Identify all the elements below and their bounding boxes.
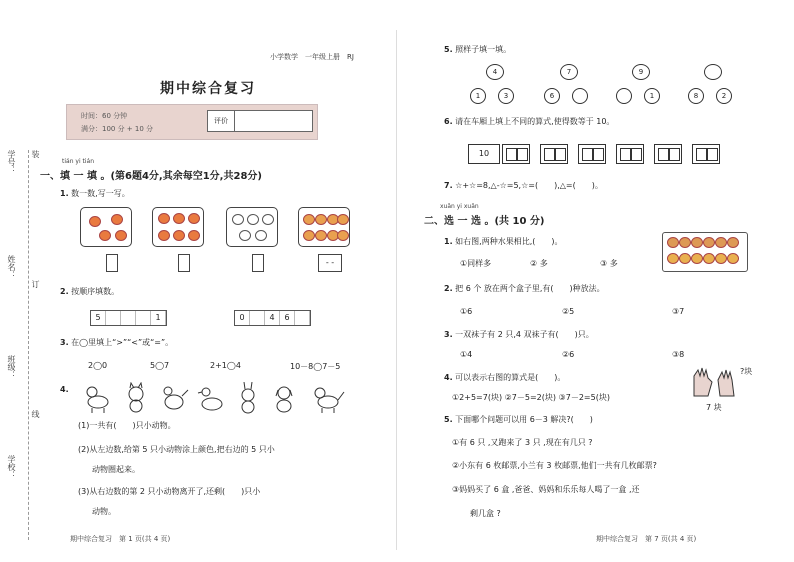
count-answer-box[interactable] xyxy=(178,254,190,272)
bike-wheel: 2 xyxy=(716,88,732,104)
strawberry-icon xyxy=(703,237,715,248)
apple-icon xyxy=(239,230,251,241)
rider-head[interactable] xyxy=(704,64,722,80)
q6-text: 6. 请在车厢上填上不同的算式,使得数等于 10。 xyxy=(444,117,615,126)
s2-q3-option[interactable]: ③8 xyxy=(672,350,685,359)
count-answer-box[interactable]: - - xyxy=(318,254,342,272)
q4-item-2-cont: 动物圈起来。 xyxy=(92,465,140,474)
binding-mark: 线 xyxy=(31,410,40,418)
pineapple-icon xyxy=(715,253,727,264)
orange-icon xyxy=(188,213,200,224)
count-answer-box[interactable] xyxy=(106,254,118,272)
section2-pinyin: xuǎn yi xuǎn xyxy=(440,203,479,210)
s2-q2-option[interactable]: ③7 xyxy=(672,307,685,316)
orange-icon xyxy=(188,230,200,241)
q4-item-3-cont: 动物。 xyxy=(92,507,116,516)
apple-icon xyxy=(262,214,274,225)
bike-wheel: 6 xyxy=(544,88,560,104)
strawberry-icon xyxy=(727,237,739,248)
binding-line xyxy=(28,150,29,540)
train-car[interactable] xyxy=(692,144,720,164)
peach-icon xyxy=(303,214,315,225)
bike-wheel[interactable] xyxy=(572,88,588,104)
q1-text: 1. 数一数,写一写。 xyxy=(60,189,130,198)
orange-icon xyxy=(89,216,101,227)
exam-full-score: 满分：100 分 + 10 分 xyxy=(81,125,154,133)
s2-q1-option[interactable]: ② 多 xyxy=(530,259,548,268)
number-sequence-1[interactable]: 5 1 xyxy=(90,310,167,326)
fruit-tile xyxy=(152,207,204,247)
bike-wheel: 1 xyxy=(470,88,486,104)
orange-icon xyxy=(111,214,123,225)
strawberry-icon xyxy=(715,237,727,248)
strawberry-icon xyxy=(667,237,679,248)
count-answer-box[interactable] xyxy=(252,254,264,272)
train-car[interactable] xyxy=(616,144,644,164)
s2-q2-option[interactable]: ①6 xyxy=(460,307,473,316)
s2-q4-fig-question: ?块 xyxy=(740,367,753,376)
bike-wheel[interactable] xyxy=(616,88,632,104)
pineapple-icon xyxy=(703,253,715,264)
train-car[interactable] xyxy=(540,144,568,164)
rabbit-icon xyxy=(242,382,254,413)
book-category: 小学数学 一年级上册 RJ xyxy=(270,53,354,61)
s2-q5-text: 5. 下面哪个问题可以用 6－3 解决?( ) xyxy=(444,415,593,424)
pineapple-icon xyxy=(679,253,691,264)
orange-icon xyxy=(173,230,185,241)
dog-icon xyxy=(276,387,292,412)
s2-q4-text: 4. 可以表示右图的算式是( )。 xyxy=(444,373,566,382)
number-sequence-2[interactable]: 0 4 6 xyxy=(234,310,311,326)
orange-icon xyxy=(99,230,111,241)
s2-q3-option[interactable]: ②6 xyxy=(562,350,575,359)
apple-icon xyxy=(232,214,244,225)
cat-icon xyxy=(315,388,344,413)
s2-q4-options[interactable]: ①2+5=7(块) ②7－5=2(块) ③7－2=5(块) xyxy=(452,393,610,402)
name-field: 姓名： xyxy=(7,255,16,279)
train-engine: 10 xyxy=(468,144,500,164)
compare-item[interactable]: 10－8◯7－5 xyxy=(290,362,341,371)
train-car[interactable] xyxy=(502,144,530,164)
section2-heading: 二、选 一 选 。(共 10 分) xyxy=(424,216,545,227)
s2-q3-option[interactable]: ①4 xyxy=(460,350,473,359)
s2-q1-option[interactable]: ①同样多 xyxy=(460,259,492,268)
binding-mark: 装 xyxy=(31,150,40,158)
peach-icon xyxy=(303,230,315,241)
exam-time: 时间：60 分钟 xyxy=(81,112,128,120)
dog-icon xyxy=(87,387,108,413)
s2-q3-text: 3. 一双袜子有 2 只,4 双袜子有( )只。 xyxy=(444,330,594,339)
s2-q4-fig-total: 7 块 xyxy=(706,403,722,412)
train-car[interactable] xyxy=(578,144,606,164)
q4-item-1: (1)一共有( )只小动物。 xyxy=(78,421,176,430)
page-divider xyxy=(396,30,397,550)
peach-icon xyxy=(337,230,349,241)
peach-icon xyxy=(337,214,349,225)
orange-icon xyxy=(158,213,170,224)
page-title: 期中综合复习 xyxy=(160,81,256,97)
student-id-field: 学号： xyxy=(7,150,16,174)
section1-heading: 一、填 一 填 。(第6题4分,其余每空1分,共28分) xyxy=(40,171,262,182)
footer-right: 期中综合复习 第 7 页(共 4 页) xyxy=(596,535,697,543)
q2-text: 2. 按顺序填数。 xyxy=(60,287,120,296)
exam-info-box xyxy=(66,104,318,140)
strawberry-icon xyxy=(679,237,691,248)
orange-icon xyxy=(173,213,185,224)
rider-head: 4 xyxy=(486,64,504,80)
hands-icon xyxy=(690,362,746,400)
s2-q5-option[interactable]: ①有 6 只 ,又跑来了 3 只 ,现在有几只 ? xyxy=(452,438,593,447)
pineapple-icon xyxy=(667,253,679,264)
q7-text: 7. ☆+☆=8,△-☆=5,☆=( ),△=( )。 xyxy=(444,181,603,190)
peach-icon xyxy=(315,214,327,225)
animals-row xyxy=(84,382,364,414)
binding-mark: 订 xyxy=(31,280,40,288)
bike-wheel: 1 xyxy=(644,88,660,104)
q4-number: 4. xyxy=(60,385,69,394)
fruit-tile xyxy=(298,207,350,247)
apple-icon xyxy=(247,214,259,225)
duck-icon xyxy=(198,388,222,410)
q5-text: 5. 照样子填一填。 xyxy=(444,45,512,54)
pineapple-icon xyxy=(691,253,703,264)
pineapple-icon xyxy=(727,253,739,264)
fruit-tile xyxy=(226,207,278,247)
cat-icon xyxy=(129,383,143,412)
orange-icon xyxy=(158,230,170,241)
school-field: 学校： xyxy=(7,455,16,479)
rooster-icon xyxy=(164,387,188,409)
train-car[interactable] xyxy=(654,144,682,164)
q4-item-2: (2)从左边数,给第 5 只小动物涂上颜色,把右边的 5 只小 xyxy=(78,445,275,454)
class-field: 班级： xyxy=(7,355,16,379)
q3-text: 3. 在◯里填上“>”“<”或“=”。 xyxy=(60,338,174,347)
s2-q1-text: 1. 如右图,两种水果相比,( )。 xyxy=(444,237,563,246)
score-box[interactable] xyxy=(207,110,313,132)
section1-pinyin: tián yi tián xyxy=(62,158,95,165)
bike-row xyxy=(470,62,770,112)
compare-item[interactable]: 2◯0 xyxy=(88,361,108,370)
q4-item-3: (3)从右边数的第 2 只小动物离开了,还剩( )只小 xyxy=(78,487,261,496)
fruit-comparison-figure xyxy=(662,232,748,272)
compare-item[interactable]: 5◯7 xyxy=(150,361,170,370)
s2-q1-option[interactable]: ③ 多 xyxy=(600,259,618,268)
rider-head: 9 xyxy=(632,64,650,80)
bike-wheel: 8 xyxy=(688,88,704,104)
compare-item[interactable]: 2+1◯4 xyxy=(210,361,241,370)
bike-wheel: 3 xyxy=(498,88,514,104)
peach-icon xyxy=(315,230,327,241)
rider-head: 7 xyxy=(560,64,578,80)
fruit-tile xyxy=(80,207,132,247)
s2-q5-option[interactable]: ③妈妈买了 6 盒 ,爸爸、妈妈和乐乐每人喝了一盒 ,还 xyxy=(452,485,640,494)
apple-icon xyxy=(255,230,267,241)
strawberry-icon xyxy=(691,237,703,248)
s2-q2-text: 2. 把 6 个 放在两个盒子里,有( )种放法。 xyxy=(444,284,605,293)
s2-q2-option[interactable]: ②5 xyxy=(562,307,575,316)
footer-left: 期中综合复习 第 1 页(共 4 页) xyxy=(70,535,171,543)
score-label: 评价 xyxy=(208,111,235,131)
s2-q5-option-cont: 剩几盒 ? xyxy=(470,509,501,518)
s2-q5-option[interactable]: ②小东有 6 枚邮票,小兰有 3 枚邮票,他们一共有几枚邮票? xyxy=(452,461,657,470)
orange-icon xyxy=(115,230,127,241)
